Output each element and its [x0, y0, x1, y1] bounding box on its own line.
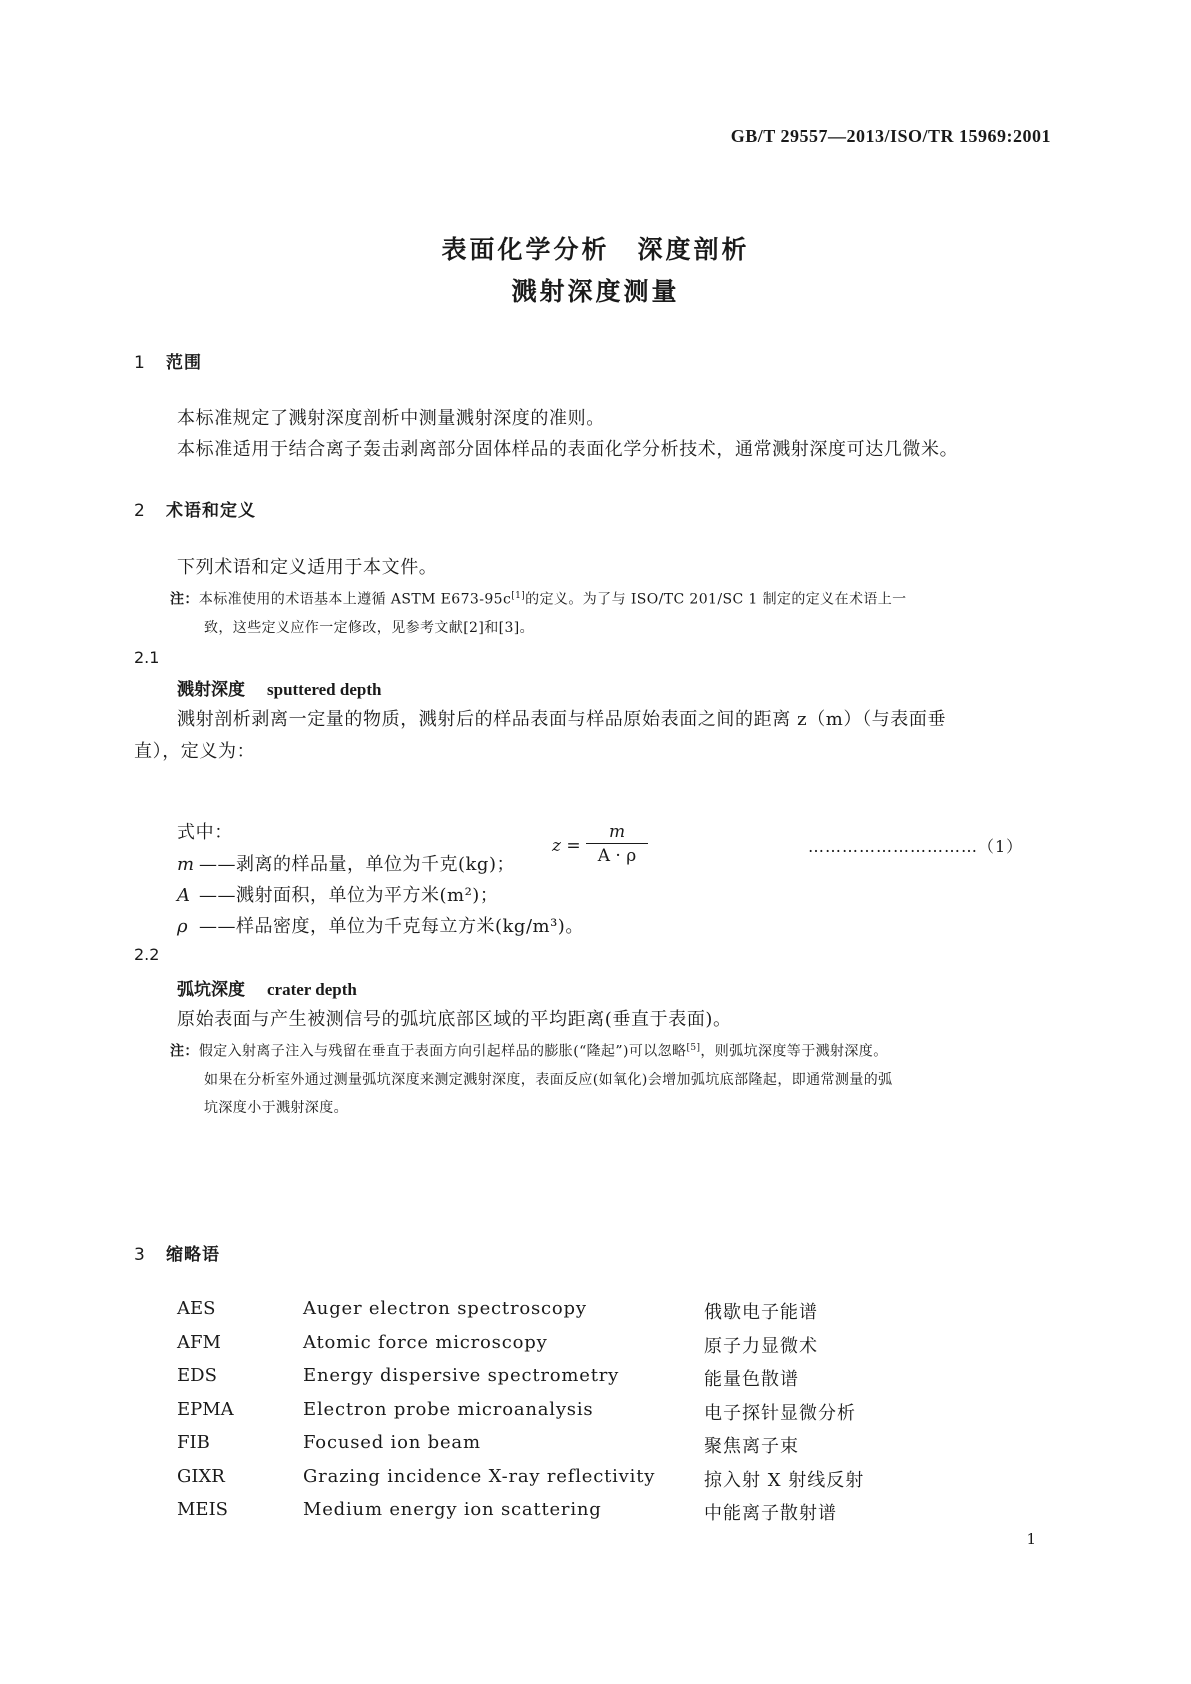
section-3-heading: 3 缩略语 — [134, 1245, 220, 1265]
where-label: 式中： — [177, 822, 233, 843]
page-number: 1 — [1026, 1530, 1036, 1548]
formula-1: z = m A · ρ — [552, 822, 652, 872]
abbreviation-row: EPMA Electron probe microanalysis 电子探针显微分析 — [177, 1398, 856, 1424]
section-2-2-note: 注：假定入射离子注入与残留在垂直于表面方向引起样品的膨胀(“隆起”)可以忽略[5]，则弧坑深度等于溅射深度。 如果在分析室外通过测量弧坑深度来测定溅射深度，表面反应(如氧化)会增加弧坑底部隆起，即通常测量的弧 坑深度小于溅射深度。 — [170, 1043, 893, 1116]
section-1-para-1: 本标准规定了溅射深度剖析中测量溅射深度的准则。 — [177, 408, 605, 429]
variable-rho: ρ ——样品密度，单位为千克每立方米(kg/m³)。 — [177, 916, 584, 937]
abbreviation-row: AFM Atomic force microscopy 原子力显微术 — [177, 1331, 818, 1357]
abbreviation-row: GIXR Grazing incidence X-ray reflectivity 掠入射 X 射线反射 — [177, 1465, 865, 1491]
standard-code: GB/T 29557—2013/ISO/TR 15969:2001 — [730, 126, 1051, 146]
variable-A: A ——溅射面积，单位为平方米(m²)； — [177, 885, 499, 906]
section-1-heading: 1 范围 — [134, 353, 202, 373]
abbreviation-row: EDS Energy dispersive spectrometry 能量色散谱 — [177, 1365, 799, 1390]
definition-2-1-line-1: 溅射剖析剥离一定量的物质，溅射后的样品表面与样品原始表面之间的距离 z（m）（与表面垂 — [177, 709, 947, 730]
subsection-2-2-number: 2.2 — [134, 945, 160, 964]
abbreviation-list — [177, 1298, 877, 1533]
section-1-para-2: 本标准适用于结合离子轰击剥离部分固体样品的表面化学分析技术，通常溅射深度可达几微米。 — [177, 439, 959, 460]
formula-fraction: m A · ρ — [586, 822, 648, 866]
section-2-heading: 2 术语和定义 — [134, 501, 256, 521]
section-2-note: 注：本标准使用的术语基本上遵循 ASTM E673-95c[1]的定义。为了与 ISO/TC 201/SC 1 制定的定义在术语上一 致，这些定义应作一定修改，见参考文献[2]和[3]。 — [170, 591, 907, 636]
term-sputtered-depth: 溅射深度 sputtered depth — [177, 680, 382, 700]
variable-m: m ——剥离的样品量，单位为千克(kg)； — [177, 854, 515, 875]
fraction-bar — [586, 843, 648, 844]
abbreviation-row: AES Auger electron spectroscopy 俄歇电子能谱 — [177, 1298, 818, 1323]
abbreviation-row: MEIS Medium energy ion scattering 中能离子散射谱 — [177, 1499, 837, 1524]
definition-2-1-line-2: 直），定义为： — [134, 741, 256, 762]
title-line-1: 表面化学分析 深度剖析 — [441, 235, 750, 264]
section-2-intro: 下列术语和定义适用于本文件。 — [177, 557, 438, 578]
title-line-2: 溅射深度测量 — [511, 277, 680, 306]
term-crater-depth: 弧坑深度 crater depth — [177, 980, 357, 1000]
definition-2-2: 原始表面与产生被测信号的弧坑底部区域的平均距离(垂直于表面)。 — [177, 1009, 732, 1030]
equation-number: …………………………（1） — [808, 837, 1024, 856]
subsection-2-1-number: 2.1 — [134, 648, 160, 667]
abbreviation-row: FIB Focused ion beam 聚焦离子束 — [177, 1432, 799, 1457]
